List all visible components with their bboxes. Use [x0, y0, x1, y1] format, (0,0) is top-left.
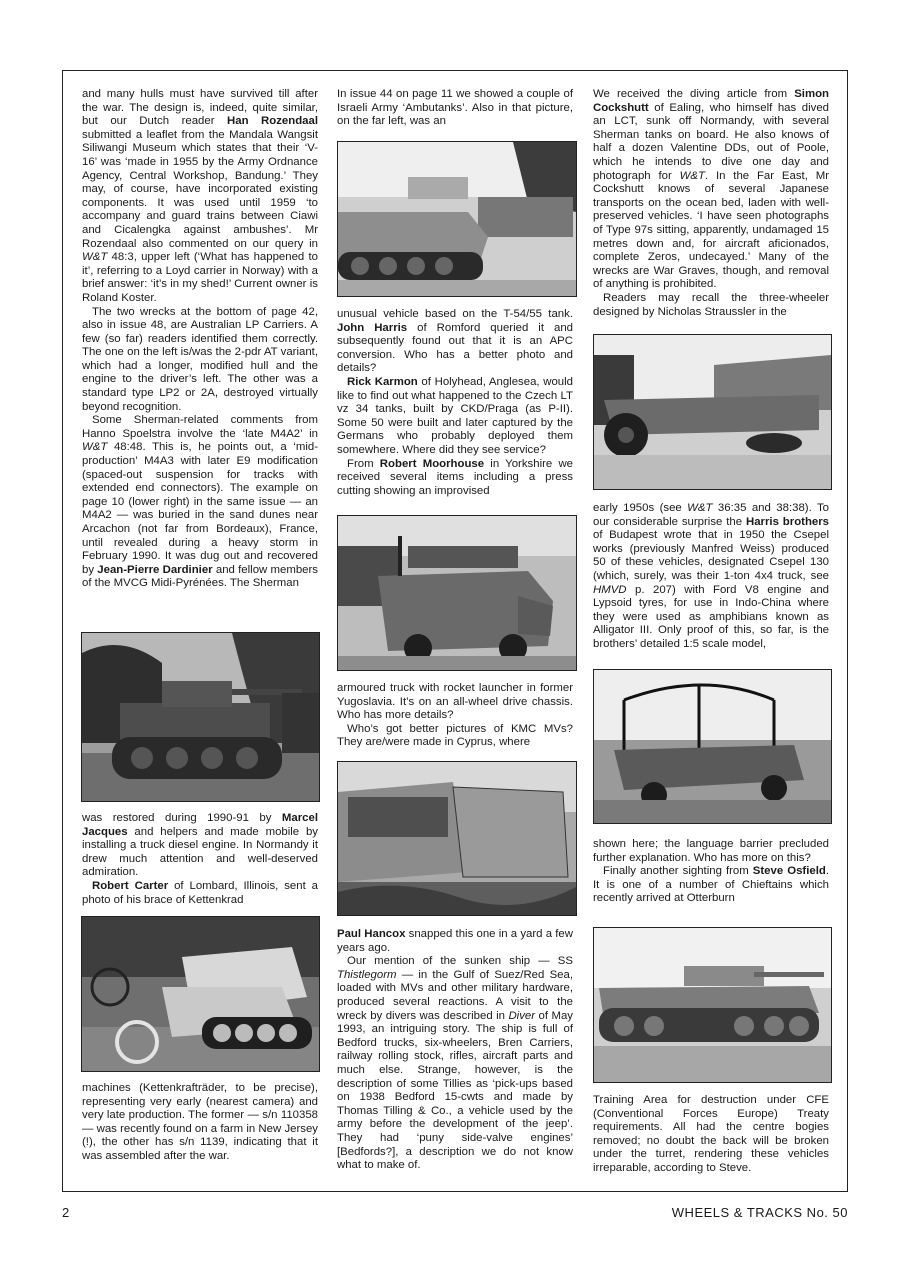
photo-kettenkrad [81, 916, 320, 1072]
paragraph: shown here; the language barrier precluded further explanation. Who has more on this? [593, 838, 829, 864]
paragraph: From Robert Moorhouse in Yorkshire we received several items including a press cutting showing an improvised [337, 457, 574, 497]
col2-block3 [337, 682, 573, 750]
paragraph: armoured truck with rocket launcher in former Yugoslavia. It’s on an all-wheel drive chassis. Who has more details? [337, 682, 573, 722]
photo-t55-apc [337, 141, 577, 297]
col2-block2 [337, 308, 573, 498]
photo-sherman-tank [81, 632, 320, 802]
col2-block4 [337, 928, 573, 1173]
paragraph: Rick Karmon of Holyhead, Anglesea, would like to find out what happened to the Czech LT vz 34 tanks, built by CKD/Praga (as P-II). Some 50 were built and later captured by the Germans who probably deployed them somewhere. Where did they see service? [337, 375, 573, 456]
col1-block1 [82, 88, 318, 591]
paragraph: Paul Hancox snapped this one in a yard a few years ago. [337, 928, 573, 954]
paragraph: In issue 44 on page 11 we showed a couple of Israeli Army ‘Ambutanks’. Also in that picture, on the far left, was an [337, 88, 573, 128]
paragraph: was restored during 1990-91 by Marcel Jacques and helpers and made mobile by installing a truck diesel engine. In Normandy it drew much attention and well-deserved admiration. [82, 812, 318, 879]
paragraph: and many hulls must have survived till after the war. The design is, indeed, quite similar, but our Dutch reader Han Rozendaal submitted a leaflet from the Mandala Wangsit Siliwangi Museum which states that their ‘V-16’ was ‘made in 1955 by the Army Ordnance Agency, Central Workshop, Bandung.’ They may, of course, have incorporated existing components. It was used until 1959 ‘to accompany and guard trains between Ciawi and Cicalengka against ambushes’. Mr Rozendaal also commented on our query in W&T 48:3, upper left (‘What has happened to it’, referring to a Loyd carrier in Norway) with a brief answer: ‘it’s in my shed!’ Current owner is Roland Koster. [82, 88, 319, 304]
page-number: 2 [62, 1205, 70, 1220]
paragraph: unusual vehicle based on the T-54/55 tank. John Harris of Romford queried it and subsequently found out that it is an APC conversion. Who has a better photo and details? [337, 308, 573, 375]
paragraph: early 1950s (see W&T 36:35 and 38:38). To our considerable surprise the Harris brothers of Budapest wrote that in 1950 the Csepel works (previously Manfred Weiss) produced 50 of these vehicles, designated Csepel 130 (which, surely, was their 1-ton 4x4 truck, see HMVD p. 207) with Ford V8 engine and Lypsoid tyres, for use in Indo-China where they were used as amphibians known as Alligator III. Only proof of this, so far, is the brothers’ detailed 1:5 scale model, [593, 502, 830, 650]
paragraph: Our mention of the sunken ship — SS Thistlegorm — in the Gulf of Suez/Red Sea, loaded with MVs and other military hardware, produced several reactions. A visit to the wreck by divers was described in Diver of May 1993, an intriguing story. The ship is full of Bedford trucks, six-wheelers, Bren Carriers, railway rolling stock, rifles, aircraft parts and much else. Strange, however, is the description of some Tillies as ‘pick-ups based on 1938 Bedford 15-cwts and made by Thomas Tilling & Co., a vehicle used by the army before the development of the jeep’. They had ‘puny side-valve engines’ [Bedfords?], a description we do not know what to make of. [337, 955, 573, 1172]
paragraph: We received the diving article from Simon Cockshutt of Ealing, who himself has dived an LCT, sunk off Normandy, with several Sherman tanks on board. He also knows of half a dozen Valentine DDs, out of Poole, which he intends to dive one day and photograph for W&T. In the Far East, Mr Cockshutt knows of several Japanese transports on the ocean bed, laden with well-preserved vehicles. ‘I have seen photographs of Type 97s sitting, apparently, undamaged 15 metres down and, for aircraft aficionados, complete Zeros, undecayed.’ Many of the wrecks are War Graves, though, and removal of anything is prohibited. [593, 88, 829, 291]
col3-block4 [593, 1094, 829, 1176]
paragraph: Robert Carter of Lombard, Illinois, sent a photo of his brace of Kettenkrad [82, 879, 318, 906]
paragraph: The two wrecks at the bottom of page 42, also in issue 48, are Australian LP Carriers. A few (so far) readers identified them correctly. The one on the left is/was the 2-pdr AT variant, which had a longer, modified hull and the engine to the driver’s left. The other was a standard type LP2 or 2A, destroyed virtually beyond recognition. [82, 305, 318, 413]
col3-block1 [593, 88, 829, 319]
col1-block2 [82, 812, 318, 907]
paragraph: Who’s got better pictures of KMC MVs? They are/were made in Cyprus, where [337, 722, 573, 749]
col1-block3 [82, 1082, 318, 1164]
paragraph: machines (Kettenkrafträder, to be precise), representing very early (nearest camera) and very late production. The former — s/n 110358 — was recently found on a farm in New Jersey (!), the other has s/n 1139, indicating that it was assembled after the war. [82, 1082, 318, 1162]
paragraph: Some Sherman-related comments from Hanno Spoelstra involve the ‘late M4A2’ in W&T 48:48. This is, he points out, a ‘mid-production’ M4A3 with later E9 modification (spaced-out suspension for tracks with extended end connectors). The example on page 10 (lower right) in the same issue — an M4A2 — was buried in the sand dunes near Arcachon (not far from Bordeaux), France, until revealed during a heavy storm in February 1990. It was dug out and recovered by Jean-Pierre Dardinier and fellow members of the MVCG Midi-Pyrénées. The Sherman [82, 414, 318, 590]
col3-block3 [593, 838, 829, 906]
paragraph: Training Area for destruction under CFE (Conventional Forces Europe) Treaty requirements. All had the centre bogies removed; no doubt the back will be broken under the turret, rendering these vehicles irreparable, according to Steve. [593, 1094, 829, 1174]
col2-block1 [337, 88, 573, 129]
running-footer: WHEELS & TRACKS No. 50 [671, 1205, 848, 1220]
photo-chieftain-tank [593, 927, 832, 1083]
paragraph: Finally another sighting from Steve Osfield. It is one of a number of Chieftains which recently arrived at Otterburn [593, 865, 830, 905]
photo-csepel-model [593, 669, 832, 824]
photo-armoured-truck [337, 515, 577, 671]
photo-straussler-three-wheeler [593, 334, 832, 490]
paragraph: Readers may recall the three-wheeler designed by Nicholas Straussler in the [593, 291, 829, 318]
col3-block2 [593, 502, 829, 652]
photo-kmc-truck [337, 761, 577, 916]
